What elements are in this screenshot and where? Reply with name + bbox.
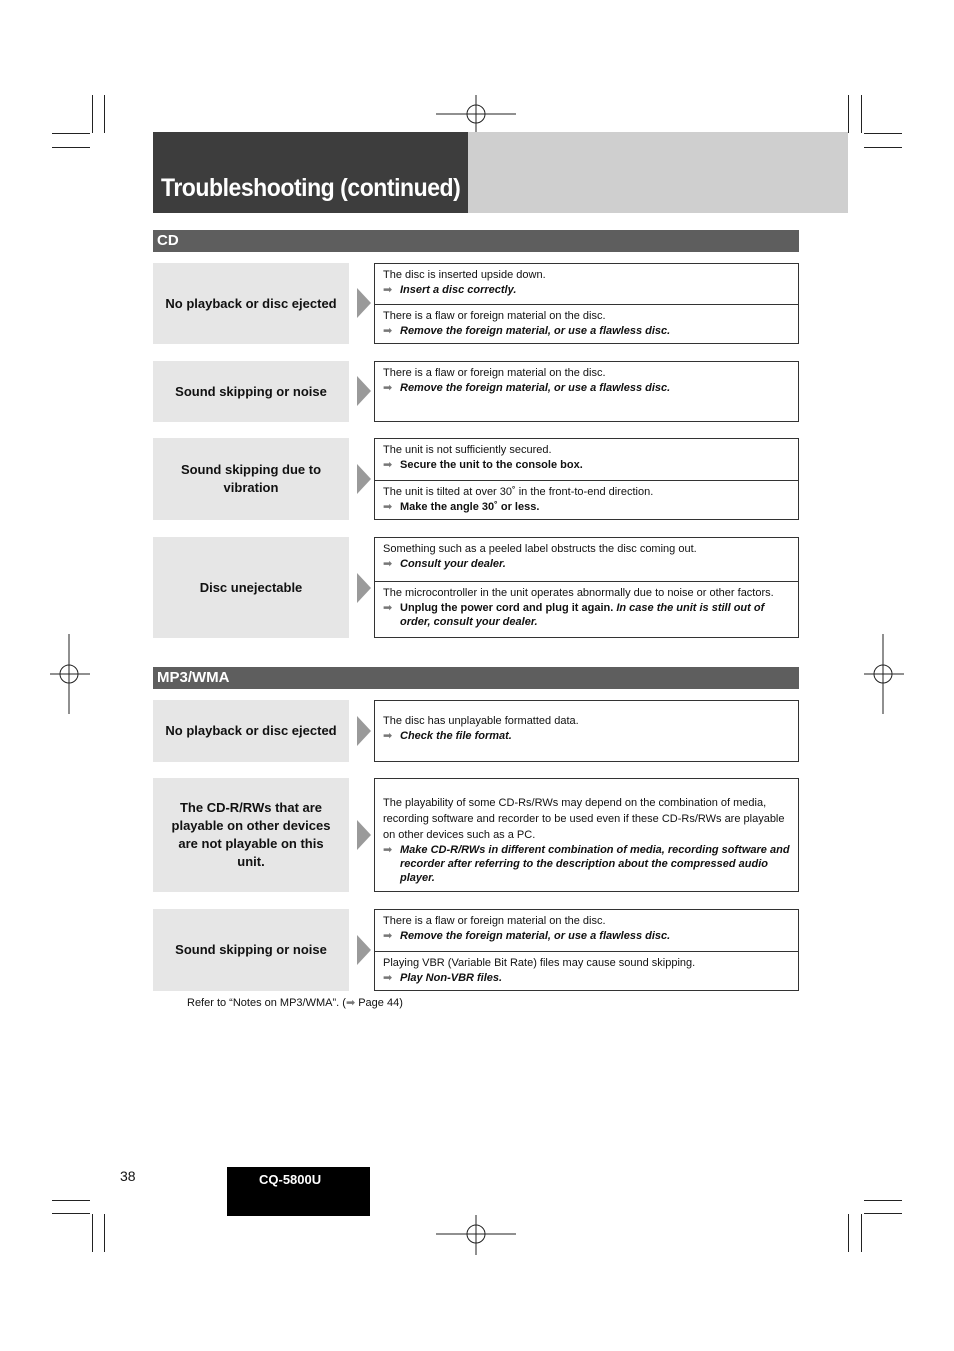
remedy: ➡ Unplug the power cord and plug it again. In case the unit is still out of order, consult your dealer.	[383, 602, 765, 628]
section-heading: MP3/WMA	[157, 669, 230, 686]
cause-item: The unit is tilted at over 30˚ in the front-to-end direction. ➡ Make the angle 30˚ or less.	[375, 480, 798, 518]
model-badge	[227, 1167, 370, 1216]
cause-item: The playability of some CD-Rs/RWs may depend on the combination of media, recording software and recorder to be used even if these CD-Rs/RWs are playable on other devices such as a PC. ➡ Make CD-R/RWs in different combination of media, recording software and recorder after referring to the description about the compressed audio player.	[383, 797, 790, 884]
arrow-right-icon: ➡	[383, 325, 393, 337]
symptom-cell: Sound skipping due to vibration	[153, 438, 349, 520]
remedy: ➡ Consult your dealer.	[383, 558, 506, 570]
arrow-right-icon: ➡	[383, 284, 393, 296]
cause-item: Something such as a peeled label obstructs the disc coming out. ➡ Consult your dealer.	[375, 538, 798, 581]
causes-box	[374, 909, 799, 991]
registration-mark-icon	[436, 1215, 516, 1255]
cause-item: The microcontroller in the unit operates abnormally due to noise or other factors. ➡ Unplug the power cord and plug it again. In case the unit is still out of order, consult your dealer.	[375, 581, 798, 633]
causes-box	[374, 438, 799, 520]
causes-box	[374, 700, 799, 762]
arrow-right-icon	[357, 573, 371, 603]
remedy: ➡ Make CD-R/RWs in different combination of media, recording software and recorder after referring to the description about the compressed audio player.	[383, 844, 790, 884]
remedy: ➡ Remove the foreign material, or use a flawless disc.	[383, 930, 671, 942]
section-header-cd	[153, 230, 799, 252]
cause-item: There is a flaw or foreign material on the disc. ➡ Remove the foreign material, or use a flawless disc.	[375, 910, 798, 951]
symptom-cell: No playback or disc ejected	[153, 700, 349, 762]
arrow-right-icon	[357, 820, 371, 850]
symptom-cell: No playback or disc ejected	[153, 263, 349, 344]
page-title: Troubleshooting (continued)	[161, 174, 461, 202]
remedy: ➡ Remove the foreign material, or use a flawless disc.	[383, 382, 671, 394]
remedy: ➡ Insert a disc correctly.	[383, 284, 517, 296]
reference-note: Refer to “Notes on MP3/WMA”. (➡ Page 44)	[187, 997, 403, 1009]
symptom-cell: Sound skipping or noise	[153, 909, 349, 991]
symptom-cell: The CD-R/RWs that are playable on other devices are not playable on this unit.	[153, 778, 349, 892]
arrow-right-icon: ➡	[383, 972, 393, 984]
arrow-right-icon	[357, 716, 371, 746]
page-number: 38	[120, 1168, 136, 1184]
model-label: CQ-5800U	[259, 1172, 322, 1187]
registration-mark-icon	[50, 634, 90, 714]
registration-mark-icon	[864, 634, 904, 714]
remedy: ➡ Secure the unit to the console box.	[383, 459, 583, 471]
arrow-right-icon: ➡	[383, 930, 393, 942]
registration-mark-icon	[436, 95, 516, 135]
arrow-right-icon: ➡	[383, 501, 393, 513]
arrow-right-icon: ➡	[383, 730, 393, 742]
remedy: ➡ Remove the foreign material, or use a flawless disc.	[383, 325, 671, 337]
title-banner-extension	[468, 132, 848, 213]
remedy: ➡ Make the angle 30˚ or less.	[383, 501, 540, 513]
arrow-right-icon	[357, 376, 371, 406]
arrow-right-icon: ➡	[383, 844, 393, 856]
cause-item: There is a flaw or foreign material on the disc. ➡ Remove the foreign material, or use a flawless disc.	[375, 304, 798, 342]
section-header-mp3-wma	[153, 667, 799, 689]
cause-item: There is a flaw or foreign material on the disc. ➡ Remove the foreign material, or use a flawless disc.	[375, 362, 798, 399]
cause-item: The unit is not sufficiently secured. ➡ Secure the unit to the console box.	[375, 439, 798, 480]
arrow-right-icon: ➡	[383, 602, 393, 614]
remedy: ➡ Check the file format.	[383, 730, 512, 742]
cause-item: The disc is inserted upside down. ➡ Insert a disc correctly.	[375, 264, 798, 304]
section-heading: CD	[157, 232, 179, 249]
arrow-right-icon: ➡	[383, 558, 393, 570]
arrow-right-icon: ➡	[383, 382, 393, 394]
arrow-right-icon	[357, 288, 371, 318]
cause-item: The disc has unplayable formatted data. ➡ Check the file format.	[375, 701, 798, 747]
arrow-right-icon	[357, 935, 371, 965]
causes-box	[374, 537, 799, 638]
symptom-cell: Sound skipping or noise	[153, 361, 349, 422]
remedy: ➡ Play Non-VBR files.	[383, 972, 503, 984]
causes-box	[374, 263, 799, 344]
cause-item: Playing VBR (Variable Bit Rate) files may cause sound skipping. ➡ Play Non-VBR files.	[375, 951, 798, 989]
causes-box	[374, 361, 799, 422]
symptom-cell: Disc unejectable	[153, 537, 349, 638]
arrow-right-icon	[357, 464, 371, 494]
arrow-right-icon: ➡	[345, 997, 356, 1009]
arrow-right-icon: ➡	[383, 459, 393, 471]
causes-box	[374, 778, 799, 892]
